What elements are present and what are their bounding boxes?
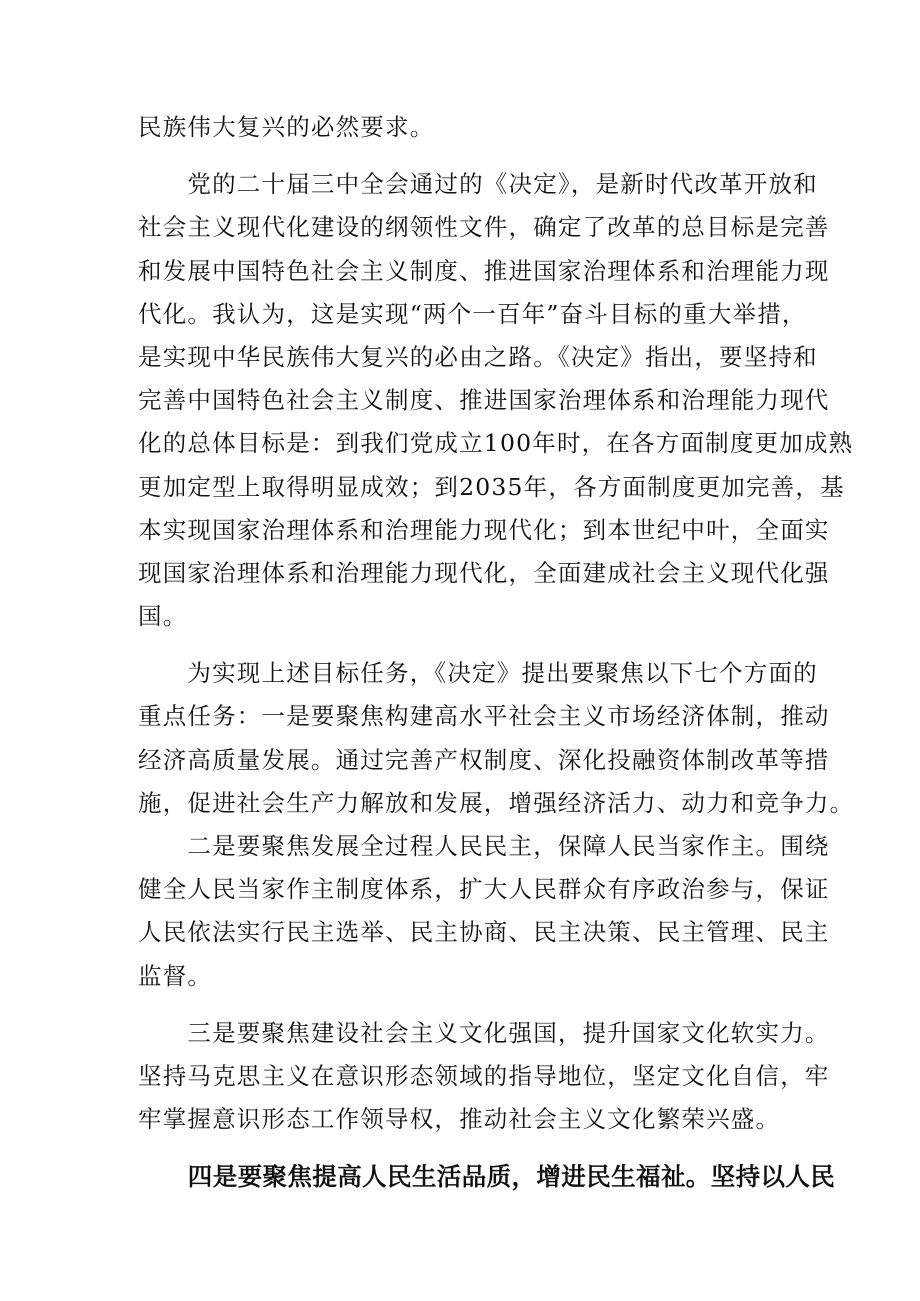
text-line: 是实现中华民族伟大复兴的必由之路。《决定》指出，要坚持和 (138, 342, 818, 371)
text-line: 现国家治理体系和治理能力现代化，全面建成社会主义现代化强 (138, 558, 830, 587)
paragraph-first-line: 二是要聚焦发展全过程人民民主，保障人民当家作主。围绕 (138, 832, 830, 860)
text-line: 国。 (138, 602, 188, 631)
text-line: 社会主义现代化建设的纲领性文件，确定了改革的总目标是完善 (138, 213, 830, 242)
text-line: 本实现国家治理体系和治理能力现代化；到本世纪中叶，全面实 (138, 515, 830, 544)
paragraph-first-line: 党的二十届三中全会通过的《决定》，是新时代改革开放和 (138, 170, 818, 199)
text-line: 更加定型上取得明显成效；到2035年，各方面制度更加完善，基 (138, 472, 845, 501)
text-line: 施，促进社会生产力解放和发展，增强经济活力、动力和竞争力。 (138, 788, 855, 817)
paragraph-first-line-bold: 四是要聚焦提高人民生活品质，增进民生福祉。坚持以人民 (138, 1162, 836, 1192)
text-line: 完善中国特色社会主义制度、推进国家治理体系和治理能力现代 (138, 386, 830, 415)
text-line: 人民依法实行民主选举、民主协商、民主决策、民主管理、民主 (138, 918, 830, 947)
paragraph-first-line: 为实现上述目标任务，《决定》提出要聚焦以下七个方面的 (138, 659, 818, 688)
document-body (138, 106, 855, 1199)
text-line: 健全人民当家作主制度体系，扩大人民群众有序政治参与，保证 (138, 875, 830, 904)
text-line: 经济高质量发展。通过完善产权制度、深化投融资体制改革等措 (138, 745, 830, 774)
text-line: 民族伟大复兴的必然要求。 (138, 113, 435, 141)
text-line: 牢掌握意识形态工作领导权，推动社会主义文化繁荣兴盛。 (138, 1105, 781, 1134)
text-line: 监督。 (138, 961, 213, 990)
text-line: 代化。我认为，这是实现“两个一百年”奋斗目标的重大举措， (138, 299, 807, 328)
text-line: 重点任务：一是要聚焦构建高水平社会主义市场经济体制，推动 (138, 702, 830, 731)
text-line: 和发展中国特色社会主义制度、推进国家治理体系和治理能力现 (138, 256, 830, 285)
text-line: 化的总体目标是：到我们党成立100年时，在各方面制度更加成熟 (138, 429, 854, 458)
text-line: 坚持马克思主义在意识形态领域的指导地位，坚定文化自信，牢 (138, 1061, 830, 1090)
paragraph-first-line: 三是要聚焦建设社会主义文化强国，提升国家文化软实力。 (138, 1018, 830, 1047)
